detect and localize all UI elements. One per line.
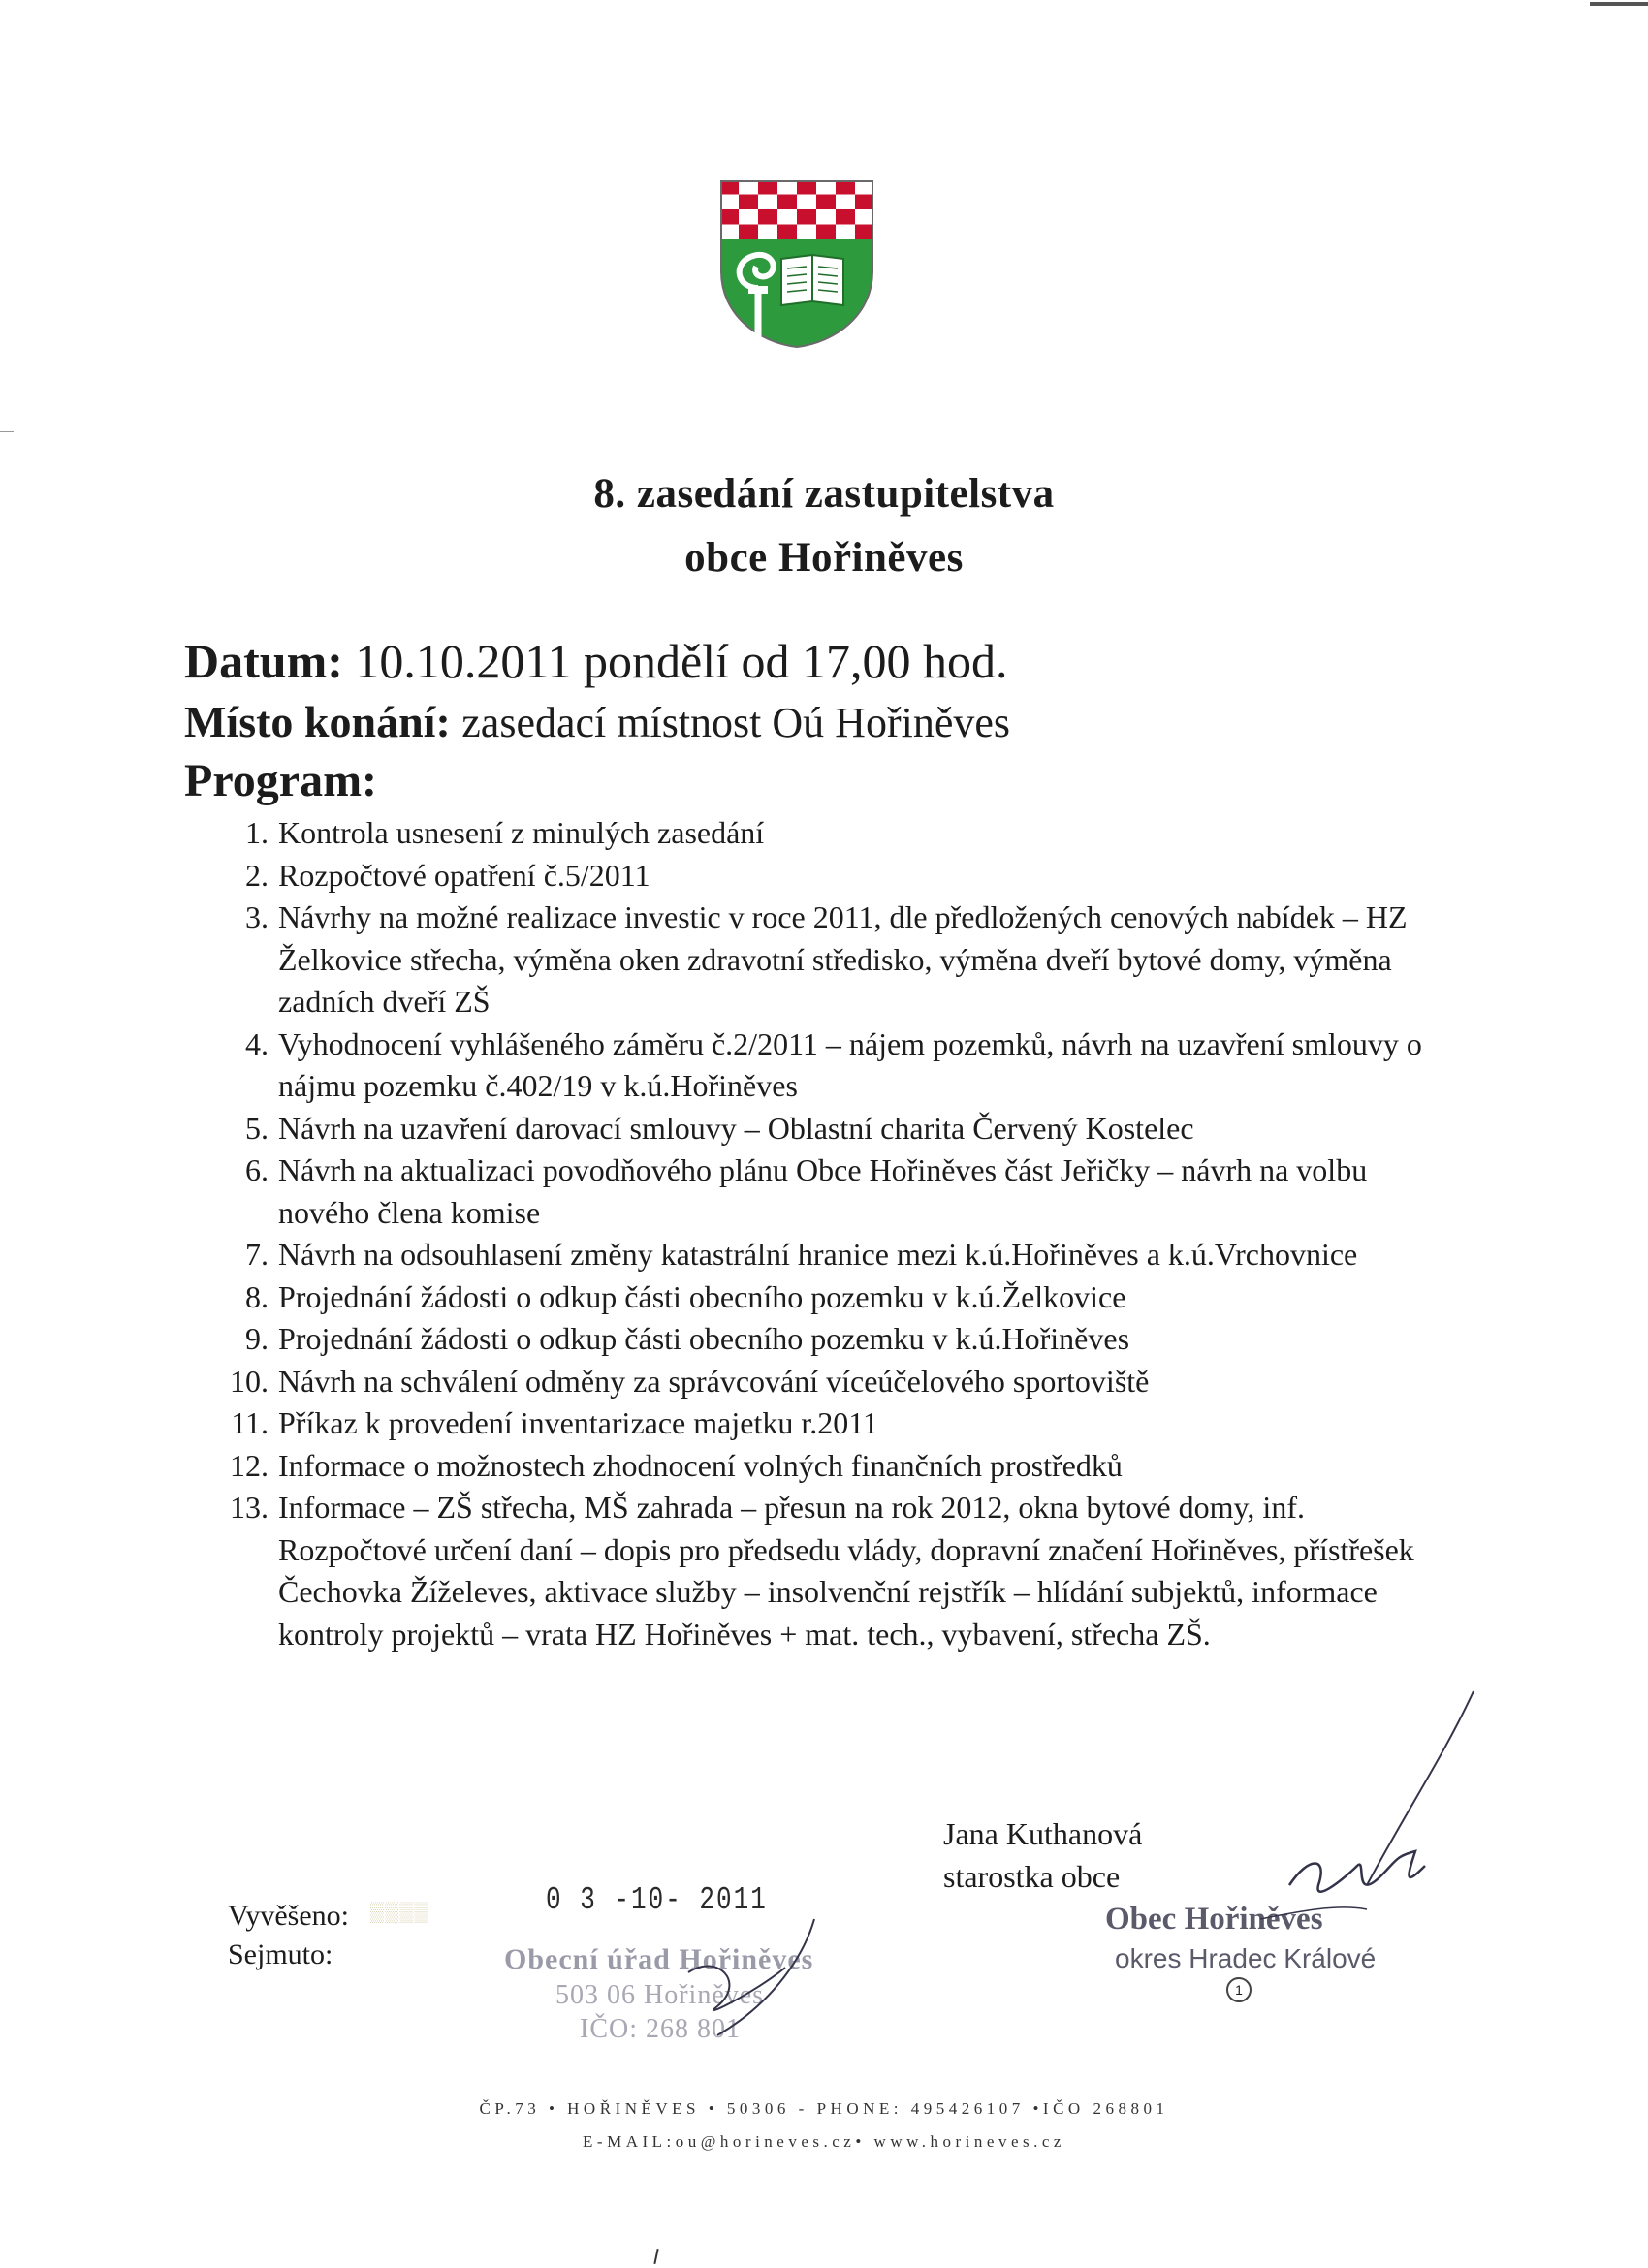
checker-square: [816, 225, 836, 240]
checker-square: [797, 209, 816, 225]
stamp-title: Obec Hořiněves: [1105, 1902, 1323, 1937]
program-item: [218, 1024, 1440, 1108]
checker-square: [758, 209, 777, 225]
program-item-text: Návrh na odsouhlasení změny katastrální hranice mezi k.ú.Hořiněves a k.ú.Vrchovnice: [278, 1237, 1358, 1272]
program-item-number: 6.: [245, 1152, 269, 1187]
faded-stamp-mark: ▒▒▒▒: [370, 1902, 429, 1923]
program-item-text: Návrh na aktualizaci povodňového plánu Obce Hořiněves část Jeřičky – návrh na volbu nového člena komise: [278, 1152, 1368, 1230]
checker-square: [777, 225, 797, 240]
posted-label: Vyvěšeno:: [228, 1900, 349, 1932]
program-item-text: Kontrola usnesení z minulých zasedání: [278, 815, 765, 850]
program-item-number: 5.: [245, 1110, 269, 1146]
program-item-number: 2.: [245, 857, 269, 893]
coat-of-arms-emblem: [719, 179, 874, 349]
date-value: 10.10.2011 pondělí od 17,00 hod.: [355, 634, 1008, 688]
program-item: [218, 1150, 1440, 1234]
checker-square: [836, 209, 855, 225]
program-item-text: Návrh na uzavření darovací smlouvy – Oblastní charita Červený Kostelec: [278, 1110, 1194, 1146]
page-title-line1: 8. zasedání zastupitelstva: [593, 471, 1055, 517]
program-item-text: Rozpočtové opatření č.5/2011: [278, 857, 650, 893]
program-item-number: 12.: [230, 1447, 269, 1483]
checker-square: [739, 225, 758, 240]
signer-name: Jana Kuthanová: [943, 1816, 1143, 1851]
stamp-mark: 1: [1226, 1977, 1252, 2002]
footer-address: ČP.73 • HOŘINĚVES • 50306 - PHONE: 495426107 •IČO 268801: [479, 2099, 1169, 2118]
program-item: [218, 1108, 1440, 1150]
office-signature: [659, 1914, 824, 2040]
program-item-number: 7.: [245, 1237, 269, 1272]
program-item: [218, 1234, 1440, 1276]
program-item-text: Informace – ZŠ střecha, MŠ zahrada – přesun na rok 2012, okna bytové domy, inf. Rozpočtové určení daní – dopis pro předsedu vlády, dopravní značení Hořiněves, přístřešek Čechovka Žíželeves, aktivace služby – insolvenční rejstřík – hlídání subjektů, informace kontroly projektů – vrata HZ Hořiněves + mat. tech., vybavení, střecha ZŠ.: [278, 1490, 1414, 1652]
office-stamp-line1: Obecní úřad Hořiněves: [504, 1943, 814, 1975]
program-item-text: Příkaz k provedení inventarizace majetku r.2011: [278, 1405, 879, 1440]
program-item-text: Návrh na schválení odměny za správcování víceúčelového sportoviště: [278, 1363, 1150, 1399]
program-item-text: Vyhodnocení vyhlášeného záměru č.2/2011 – nájem pozemků, návrh na uzavření smlouvy o nájmu pozemku č.402/19 v k.ú.Hořiněves: [278, 1025, 1422, 1103]
removed-label: Sejmuto:: [228, 1938, 333, 1970]
program-item: [218, 1361, 1440, 1403]
scan-bottom-mark: [653, 2249, 658, 2264]
posted-date-stamp: 0 3 -10- 2011: [546, 1880, 768, 1919]
meeting-venue: [184, 696, 1010, 747]
program-item-number: 4.: [245, 1025, 269, 1061]
office-stamp-line3: IČO: 268 801: [580, 2014, 741, 2044]
program-item-number: 3.: [245, 899, 269, 934]
page-title-line2: obce Hořiněves: [684, 535, 964, 581]
program-item: [218, 1318, 1440, 1361]
program-item: [218, 1487, 1440, 1655]
program-item-number: 8.: [245, 1278, 269, 1314]
stamp-district: okres Hradec Králové: [1115, 1943, 1377, 1973]
program-heading: Program:: [184, 755, 378, 806]
signer-block: [943, 1812, 1142, 1898]
date-label: Datum:: [184, 634, 343, 688]
program-item-number: 11.: [231, 1405, 269, 1440]
venue-label: Místo konání:: [184, 697, 451, 746]
program-item-text: Projednání žádosti o odkup části obecního pozemku v k.ú.Želkovice: [278, 1278, 1126, 1314]
program-item-text: Návrhy na možné realizace investic v roce 2011, dle předložených cenových nabídek – HZ Želkovice střecha, výměna oken zdravotní středisko, výměna dveří bytové domy, výměna zadních dveří ZŠ: [278, 899, 1408, 1019]
program-item-text: Informace o možnostech zhodnocení volných finančních prostředků: [278, 1447, 1123, 1483]
program-item: [218, 812, 1440, 855]
checker-square: [777, 195, 797, 210]
venue-value: zasedací místnost Oú Hořiněves: [461, 699, 1011, 746]
program-item: [218, 1402, 1440, 1445]
program-item-number: 13.: [230, 1490, 269, 1525]
checker-square: [739, 195, 758, 210]
office-stamp-line2: 503 06 Hořiněves: [555, 1980, 765, 2010]
program-item-number: 1.: [245, 815, 269, 850]
checker-square: [816, 195, 836, 210]
footer-contact: E-MAIL:ou@horineves.cz• www.horineves.cz: [583, 2132, 1065, 2151]
signer-role: starostka obce: [943, 1859, 1121, 1894]
handwritten-signature: [1260, 1686, 1493, 1929]
program-list: [218, 812, 1440, 1655]
program-item: [218, 1276, 1440, 1319]
program-item: [218, 855, 1440, 898]
meeting-date: [184, 633, 1008, 689]
program-item-number: 9.: [245, 1321, 269, 1356]
program-item: [218, 1445, 1440, 1488]
program-item: [218, 897, 1440, 1024]
program-item-text: Projednání žádosti o odkup části obecního pozemku v k.ú.Hořiněves: [278, 1321, 1130, 1356]
scan-edge-mark: [0, 431, 14, 432]
program-item-number: 10.: [230, 1363, 269, 1399]
scan-edge-line: [1590, 2, 1648, 6]
